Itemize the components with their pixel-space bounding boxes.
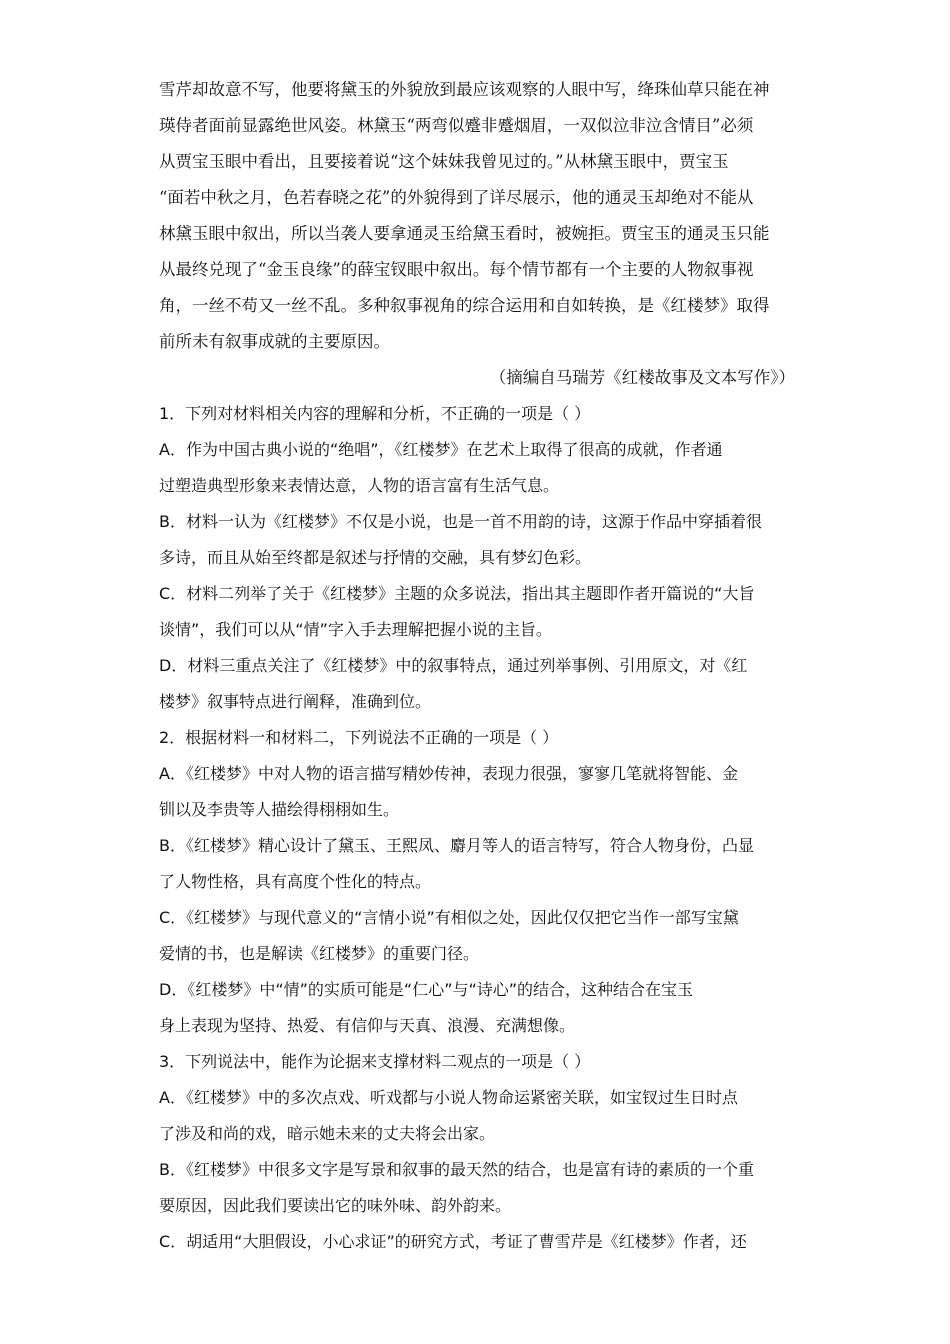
question-1-option-b-cont: 多诗，而且从始至终都是叙述与抒情的交融，具有梦幻色彩。	[159, 548, 592, 567]
question-3-option-a-cont: 了涉及和尚的戏，暗示她未来的丈夫将会出家。	[159, 1124, 496, 1143]
passage-line: 前所未有叙事成就的主要原因。	[159, 332, 390, 351]
question-3-option-b: B．《红楼梦》中很多文字是写景和叙事的最天然的结合，也是富有诗的素质的一个重	[159, 1160, 754, 1179]
question-3-option-b-cont: 要原因，因此我们要读出它的味外味、韵外韵来。	[159, 1196, 512, 1215]
passage-line: “面若中秋之月，色若春晓之花”的外貌得到了详尽展示，他的通灵玉却绝对不能从	[159, 188, 754, 207]
question-2-option-b: B．《红楼梦》精心设计了黛玉、王熙凤、麝月等人的语言特写，符合人物身份，凸显	[159, 836, 754, 855]
question-2-option-a-cont: 钏以及李贵等人描绘得栩栩如生。	[159, 800, 400, 819]
question-1-option-c: C．材料二列举了关于《红楼梦》主题的众多说法，指出其主题即作者开篇说的“大旨	[159, 584, 755, 603]
question-1-stem: 1．下列对材料相关内容的理解和分析，不正确的一项是（ ）	[159, 404, 591, 423]
question-1-option-d: D．材料三重点关注了《红楼梦》中的叙事特点，通过列举事例、引用原文，对《红	[159, 656, 748, 675]
source-citation: （摘编自马瑞芳《红楼故事及文本写作》）	[489, 368, 795, 387]
passage-line: 角，一丝不苟又一丝不乱。多种叙事视角的综合运用和自如转换，是《红楼梦》取得	[159, 296, 770, 315]
question-2-stem: 2．根据材料一和材料二，下列说法不正确的一项是（ ）	[159, 728, 559, 747]
question-3-stem: 3．下列说法中，能作为论据来支撑材料二观点的一项是（ ）	[159, 1052, 591, 1071]
question-2-option-d: D．《红楼梦》中“情”的实质可能是“仁心”与“诗心”的结合，这种结合在宝玉	[159, 980, 694, 999]
passage-line: 从最终兑现了“金玉良缘”的薛宝钗眼中叙出。每个情节都有一个主要的人物叙事视	[159, 260, 754, 279]
question-3-option-a: A．《红楼梦》中的多次点戏、听戏都与小说人物命运紧密关联，如宝钗过生日时点	[159, 1088, 738, 1107]
question-1-option-a: A．作为中国古典小说的“绝唱”，《红楼梦》在艺术上取得了很高的成就，作者通	[159, 440, 723, 459]
passage-line: 从贾宝玉眼中看出，且要接着说“这个妹妹我曾见过的。”从林黛玉眼中，贾宝玉	[159, 152, 729, 171]
question-2-option-b-cont: 了人物性格，具有高度个性化的特点。	[159, 872, 432, 891]
question-1-option-c-cont: 谈情”，我们可以从“情”字入手去理解把握小说的主旨。	[159, 620, 552, 639]
passage-line: 林黛玉眼中叙出，所以当袭人要拿通灵玉给黛玉看时，被婉拒。贾宝玉的通灵玉只能	[159, 224, 770, 243]
question-2-option-a: A．《红楼梦》中对人物的语言描写精妙传神，表现力很强，寥寥几笔就将智能、金	[159, 764, 738, 783]
question-2-option-c: C．《红楼梦》与现代意义的“言情小说”有相似之处，因此仅仅把它当作一部写宝黛	[159, 908, 739, 927]
question-1-option-d-cont: 楼梦》叙事特点进行阐释，准确到位。	[159, 692, 432, 711]
question-1-option-a-cont: 过塑造典型形象来表情达意，人物的语言富有生活气息。	[159, 476, 560, 495]
passage-line: 瑛侍者面前显露绝世风姿。林黛玉“两弯似蹙非蹙烟眉，一双似泣非泣含情目”必须	[159, 116, 754, 135]
question-3-option-c: C．胡适用“大胆假设，小心求证”的研究方式，考证了曹雪芹是《红楼梦》作者，还	[159, 1232, 747, 1251]
passage-line: 雪芹却故意不写，他要将黛玉的外貌放到最应该观察的人眼中写，绛珠仙草只能在神	[159, 80, 770, 99]
question-2-option-d-cont: 身上表现为坚持、热爱、有信仰与天真、浪漫、充满想像。	[159, 1016, 576, 1035]
question-2-option-c-cont: 爱情的书，也是解读《红楼梦》的重要门径。	[159, 944, 480, 963]
question-1-option-b: B．材料一认为《红楼梦》不仅是小说，也是一首不用韵的诗，这源于作品中穿插着很	[159, 512, 762, 531]
